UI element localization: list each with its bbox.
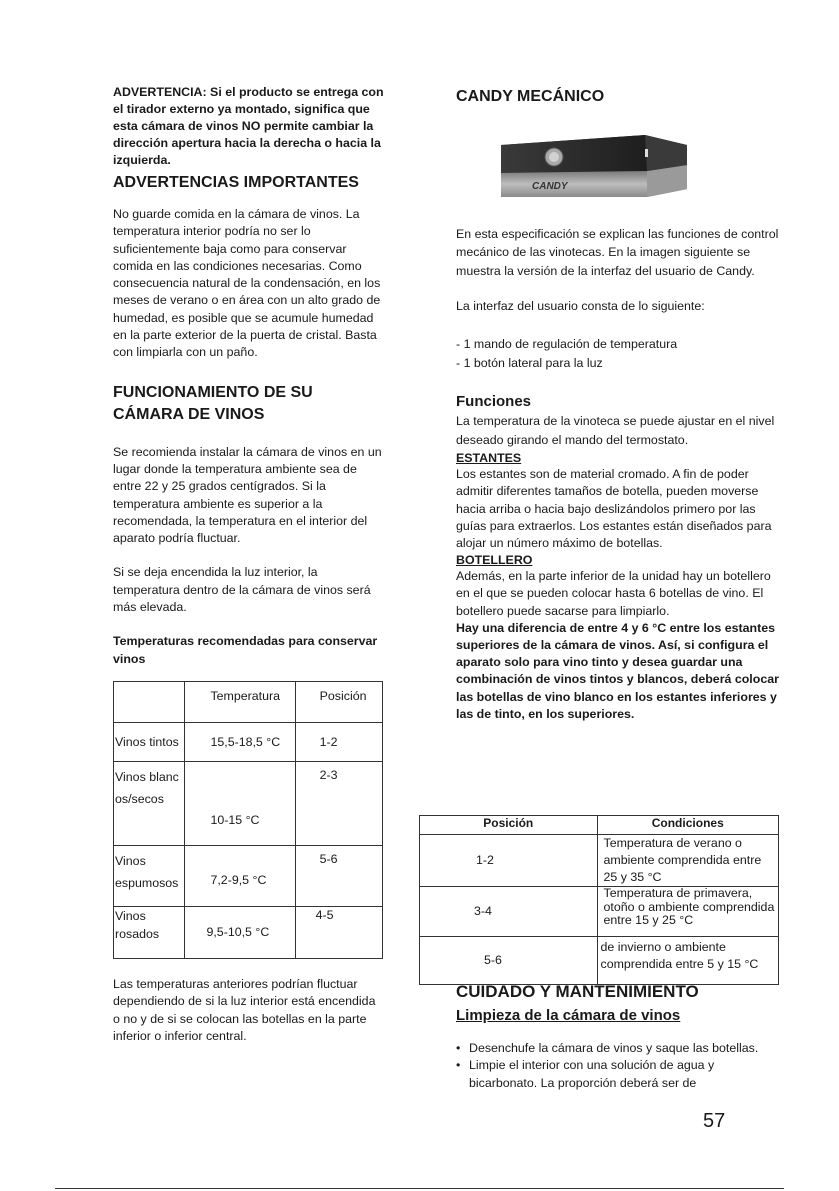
temperature-cell: 9,5-10,5 °C: [185, 907, 295, 959]
interface-consists-text: La interfaz del usuario consta de lo siguiente:: [456, 298, 705, 313]
care-heading: CUIDADO Y MANTENIMIENTO: [456, 982, 699, 1001]
recommended-temperatures-table: [113, 681, 383, 959]
wine-type-cell: Vinos tintos: [114, 723, 185, 762]
temperature-footnote: Las temperaturas anteriores podrían fluctuar dependiendo de si la luz interior está encendida o no y de si se colocan las botellas en la parte inferior o inferior central.: [113, 977, 376, 1043]
left-column: [113, 84, 385, 668]
wine-type-cell: Vinos espumosos: [114, 846, 185, 907]
temperature-cell: 7,2-9,5 °C: [185, 846, 295, 907]
important-warnings-text: No guarde comida en la cámara de vinos. La temperatura interior podría no ser lo suficientemente baja como para conservar comida en las condiciones necesarias. Como consecuencia natural de la condensación, en los meses de verano o en área con un alto grado de humedad, es posible que se acumule humedad en la parte exterior de la puerta de cristal. Basta con limpiarla con un paño.: [113, 207, 381, 360]
right-text-block: [456, 225, 781, 723]
bottle-rack-heading: BOTELLERO: [456, 553, 533, 568]
operation-heading: FUNCIONAMIENTO DE SU CÁMARA DE VINOS: [113, 383, 313, 423]
temperature-difference-note: Hay una diferencia de entre 4 y 6 °C entre los estantes superiores de la cámara de vinos. Así, si configura el aparato solo para vino tinto y desea guardar una combinación de vinos tintos y blancos, deberá colocar las botellas de vino blanco en los estantes inferiores y las de tinto, en los superiores.: [456, 620, 779, 721]
cleaning-steps-list: [456, 1040, 781, 1092]
temperature-cell: 10-15 °C: [185, 762, 295, 846]
conditions-cell: Temperatura de verano o ambiente comprendida entre 25 y 35 °C: [597, 835, 779, 887]
right-column: [456, 84, 781, 108]
temperature-cell: 15,5-18,5 °C: [185, 723, 295, 762]
candy-logo: CANDY: [532, 181, 568, 192]
position-cell: 1-2: [295, 723, 382, 762]
candy-mechanical-heading: CANDY MECÁNICO: [456, 88, 605, 105]
conditions-cell: Temperatura de primavera, otoño o ambiente comprendida entre 15 y 25 °C: [597, 887, 779, 937]
position-cell: 5-6: [295, 846, 382, 907]
list-item: • Desenchufe la cámara de vinos y saque las botellas.: [456, 1040, 781, 1057]
shelves-heading: ESTANTES: [456, 451, 522, 466]
table-row: [114, 907, 383, 959]
operation-paragraph-1: Se recomienda instalar la cámara de vinos en un lugar donde la temperatura ambiente sea de entre 22 y 25 grados centígrados. Si la temperatura ambiente es superior a la recomendada, la temperatura en el interior del aparato podría fluctuar.: [113, 444, 382, 546]
interface-item: - 1 mando de regulación de temperatura: [456, 337, 678, 352]
table-row: [420, 835, 779, 887]
functions-heading: Funciones: [456, 393, 532, 411]
wine-type-cell: Vinos rosados: [114, 907, 185, 959]
table-row: [420, 937, 779, 985]
shelves-text: Los estantes son de material cromado. A fin de poder admitir diferentes tamaños de botella, pueden moverse hacia arriba o hacia bajo deslizándolos primero por las guías para extraerlos. Los estantes están diseñados para alojar un número máximo de botellas.: [456, 467, 772, 550]
interface-item: - 1 botón lateral para la luz: [456, 356, 603, 371]
important-warnings-heading: ADVERTENCIAS IMPORTANTES: [113, 174, 359, 191]
operation-paragraph-2: Si se deja encendida la luz interior, la temperatura dentro de la cámara de vinos será más elevada.: [113, 565, 371, 615]
table-header-cell: Temperatura: [185, 682, 295, 723]
care-section: [456, 981, 781, 1092]
position-cell: 5-6: [420, 937, 598, 985]
functions-text: La temperatura de la vinoteca se puede ajustar en el nivel deseado girando el mando del termostato.: [456, 414, 775, 448]
intro-text: En esta especificación se explican las funciones de control mecánico de las vinotecas. En la imagen siguiente se muestra la versión de la interfaz del usuario de Candy.: [456, 227, 779, 278]
table-header-cell: Posición: [420, 816, 598, 835]
table-header-row: [114, 682, 383, 723]
conditions-cell: de invierno o ambiente comprendida entre 5 y 15 °C: [597, 937, 779, 985]
position-cell: 2-3: [295, 762, 382, 846]
position-conditions-table: [419, 815, 779, 985]
table-row: [420, 887, 779, 937]
table-header-cell: [114, 682, 185, 723]
table-header-cell: Condiciones: [597, 816, 779, 835]
position-cell: 4-5: [295, 907, 382, 959]
page-number: 57: [703, 1110, 726, 1132]
light-button-icon: [645, 149, 648, 157]
table-header-row: [420, 816, 779, 835]
table-row: [114, 762, 383, 846]
control-panel-image: [497, 131, 689, 201]
cleaning-heading: Limpieza de la cámara de vinos: [456, 1007, 681, 1024]
table-header-cell: Posición: [295, 682, 382, 723]
list-item: • Limpie el interior con una solución de agua y bicarbonato. La proporción deberá ser de: [456, 1057, 781, 1092]
recommended-temperatures-heading: Temperaturas recomendadas para conservar vinos: [113, 634, 378, 666]
position-cell: 1-2: [420, 835, 598, 887]
position-cell: 3-4: [420, 887, 598, 937]
warning-text: ADVERTENCIA: Si el producto se entrega con el tirador externo ya montado, significa que esta cámara de vinos NO permite cambiar la dirección apertura hacia la derecha o hacia la izquierda.: [113, 85, 384, 167]
table-row: [114, 846, 383, 907]
wine-type-cell: Vinos blancos/secos: [114, 762, 185, 846]
footer-divider: [55, 1188, 784, 1189]
table-row: [114, 723, 383, 762]
bottle-rack-text: Además, en la parte inferior de la unidad hay un botellero en el que se pueden colocar hasta 6 botellas de vino. El botellero puede sacarse para limpiarlo.: [456, 569, 771, 618]
